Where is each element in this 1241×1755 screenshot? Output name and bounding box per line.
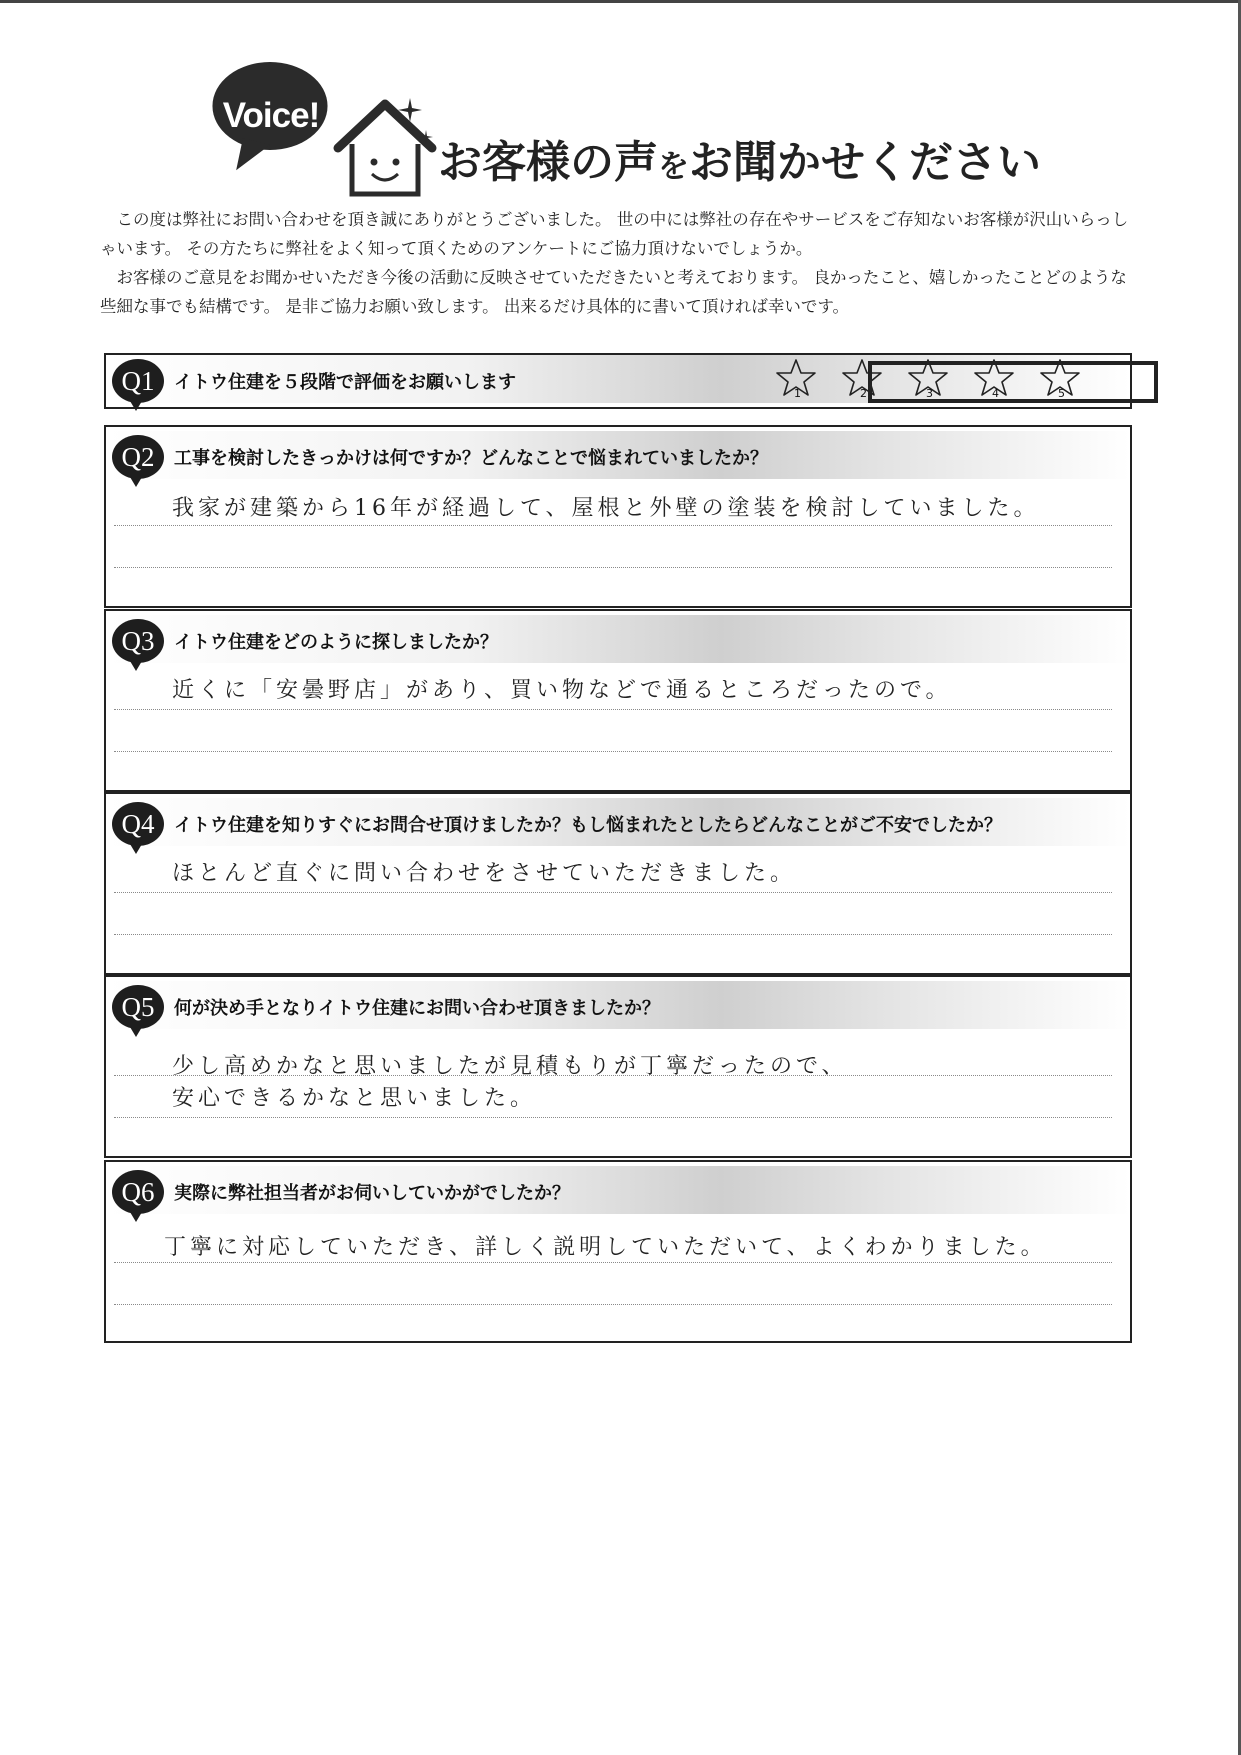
q4-number-badge: Q4 <box>112 802 164 846</box>
star-icon-4[interactable] <box>972 357 1016 401</box>
star-number: 2 <box>860 387 867 400</box>
smiling-house-icon <box>330 90 440 200</box>
page-title-part-2: お聞かせください <box>689 137 1041 188</box>
star-icon-2[interactable] <box>840 357 884 401</box>
q4-header <box>106 798 1130 846</box>
answer-line <box>114 567 1112 568</box>
answer-line <box>114 1117 1112 1118</box>
q6-section <box>104 1160 1132 1343</box>
page-border-top <box>0 0 1241 3</box>
intro-paragraph-2: お客様のご意見をお聞かせいただき今後の活動に反映させていただきたいと考えております。 良かったこと、嬉しかったことどのような些細な事でも結構です。 是非ご協力お願い致します。 出来るだけ具体的に書いて頂ければ幸いです。 <box>100 268 1127 316</box>
answer-line <box>114 1075 1112 1076</box>
q2-question: 工事を検討したきっかけは何ですか？どんなことで悩まれていましたか？ <box>174 448 768 469</box>
page-title <box>438 126 1041 190</box>
star-number: 3 <box>926 387 933 400</box>
answer-line <box>114 892 1112 893</box>
q3-section <box>104 609 1132 792</box>
q2-header <box>106 431 1130 479</box>
voice-label: Voice! <box>222 96 320 135</box>
q2-section <box>104 425 1132 608</box>
q5-answer-line-1: 少し高めかなと思いましたが見積もりが丁寧だったので、 <box>172 1054 848 1079</box>
answer-line <box>114 934 1112 935</box>
q3-number-badge: Q3 <box>112 619 164 663</box>
q6-number-badge: Q6 <box>112 1170 164 1214</box>
answer-line <box>114 1304 1112 1305</box>
q4-answer: ほとんど直ぐに問い合わせをさせていただきました。 <box>172 861 797 886</box>
q3-question: イトウ住建をどのように探しましたか？ <box>174 632 498 653</box>
survey-header <box>200 60 1080 200</box>
q6-header <box>106 1166 1130 1214</box>
q5-number-badge: Q5 <box>112 985 164 1029</box>
q4-section <box>104 792 1132 975</box>
star-icon-1[interactable] <box>774 357 818 401</box>
q5-answer-line-2: 安心できるかなと思いました。 <box>172 1086 537 1111</box>
q3-header <box>106 615 1130 663</box>
answer-line <box>114 1262 1112 1263</box>
q1-rating-section <box>104 353 1132 409</box>
q5-question: 何が決め手となりイトウ住建にお問い合わせ頂きましたか？ <box>174 998 660 1019</box>
q6-answer: 丁寧に対応していただき、詳しく説明していただいて、よくわかりました。 <box>164 1235 1047 1260</box>
page-title-part-1: お客様の声 <box>438 137 658 188</box>
q1-number-badge: Q1 <box>112 359 164 403</box>
star-number: 4 <box>992 387 999 400</box>
star-number: 1 <box>794 387 801 400</box>
q5-section <box>104 975 1132 1158</box>
intro-paragraph-1: この度は弊社にお問い合わせを頂き誠にありがとうございました。 世の中には弊社の存在やサービスをご存知ないお客様が沢山いらっしゃいます。 その方たちに弊社をよく知って頂くためのアンケートにご協力頂けないでしょうか。 <box>100 210 1129 258</box>
answer-line <box>114 525 1112 526</box>
q2-answer: 我家が建築から16年が経過して、屋根と外壁の塗装を検討していました。 <box>172 496 1040 521</box>
intro-text <box>100 205 1140 321</box>
star-icon-5[interactable] <box>1038 357 1082 401</box>
q1-question: イトウ住建を５段階で評価をお願いします <box>174 372 516 393</box>
star-number: 5 <box>1058 387 1065 400</box>
q3-answer: 近くに「安曇野店」があり、買い物などで通るところだったので。 <box>172 678 952 703</box>
answer-line <box>114 751 1112 752</box>
answer-line <box>114 709 1112 710</box>
q2-number-badge: Q2 <box>112 435 164 479</box>
q4-question: イトウ住建を知りすぐにお問合せ頂けましたか？もし悩まれたとしたらどんなことがご不安でしたか？ <box>174 815 1002 836</box>
q6-question: 実際に弊社担当者がお伺いしていかがでしたか？ <box>174 1183 570 1204</box>
star-icon-3[interactable] <box>906 357 950 401</box>
page-title-particle: を <box>658 149 689 185</box>
q5-header <box>106 981 1130 1029</box>
